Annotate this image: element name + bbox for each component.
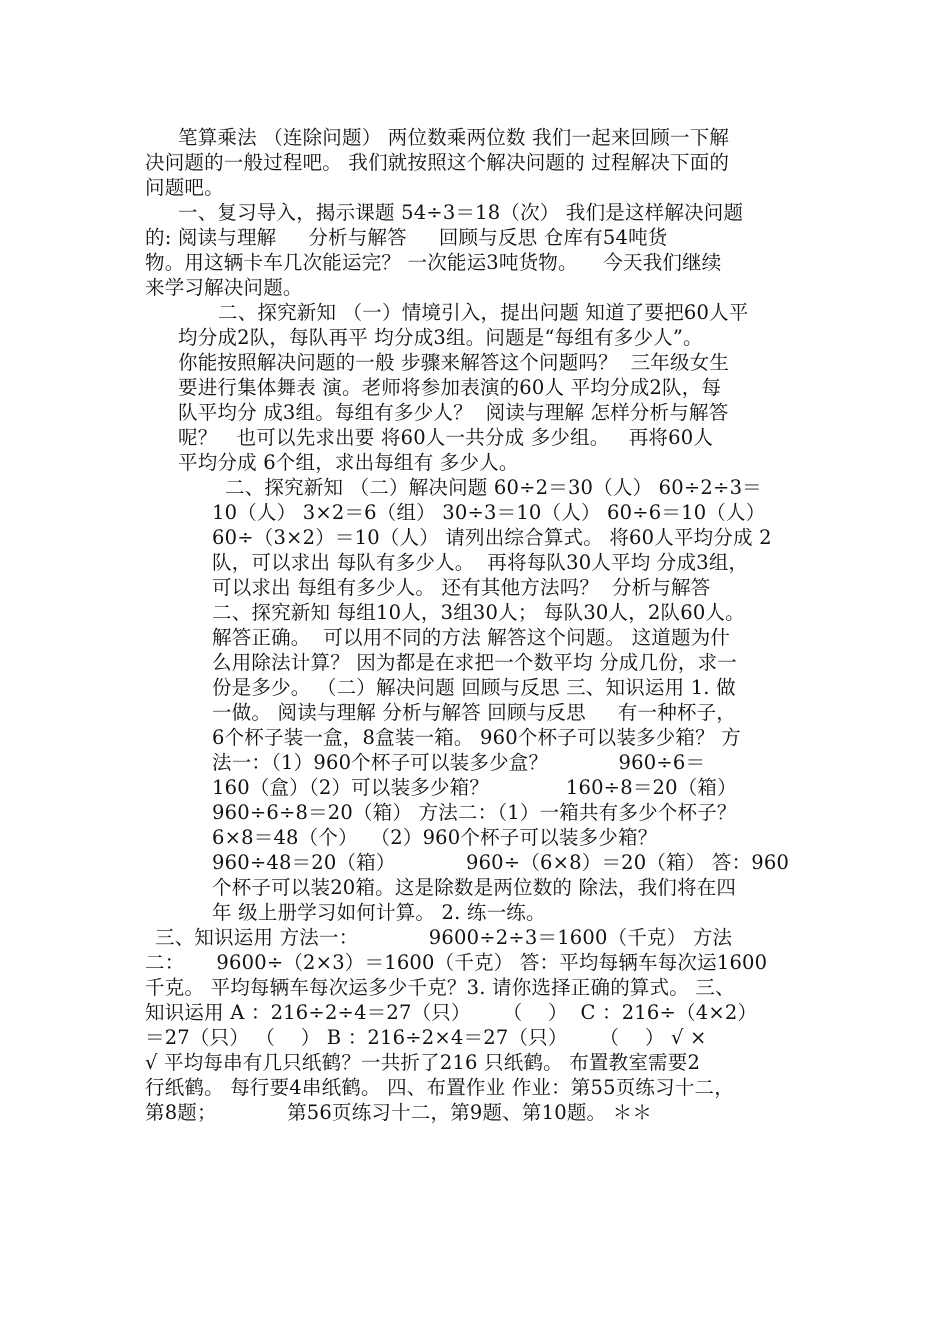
text-line: √ 平均每串有几只纸鹤？一共折了216 只纸鹤。 布置教室需要2: [145, 1051, 701, 1074]
text-line: 法一：（1）960个杯子可以装多少盒？ 960÷6＝: [212, 751, 706, 774]
text-line: 呢？ 也可以先求出要 将60人一共分成 多少组。 再将60人: [178, 426, 714, 449]
text-line: 可以求出 每组有多少人。 还有其他方法吗？ 分析与解答: [212, 576, 711, 599]
text-line: 么用除法计算？ 因为都是在求把一个数平均 分成几份，求一: [212, 651, 737, 674]
text-line: 10（人） 3×2＝6（组） 30÷3＝10（人） 60÷6＝10（人）: [212, 501, 766, 524]
text-line: 队，可以求出 每队有多少人。 再将每队30人平均 分成3组，: [212, 551, 749, 574]
text-line: 解答正确。 可以用不同的方法 解答这个问题。 这道题为什: [212, 626, 731, 649]
text-line: 来学习解决问题。: [145, 276, 303, 299]
text-line: 问题吧。: [145, 176, 224, 199]
text-line: 一、复习导入，揭示课题 54÷3＝18（次） 我们是这样解决问题: [178, 201, 744, 224]
text-line: 均分成2队，每队再平 均分成3组。问题是“每组有多少人”。: [178, 326, 703, 349]
text-line: 960÷6÷8＝20（箱） 方法二：（1）一箱共有多少个杯子？: [212, 801, 737, 824]
text-line: 决问题的一般过程吧。 我们就按照这个解决问题的 过程解决下面的: [145, 151, 730, 174]
text-line: 960÷48＝20（箱） 960÷（6×8）＝20（箱） 答：960: [212, 851, 790, 874]
text-line: 千克。 平均每辆车每次运多少千克？3. 请你选择正确的算式。 三、: [145, 976, 735, 999]
text-line: 二、探究新知 （一）情境引入，提出问题 知道了要把60人平: [218, 301, 749, 324]
text-line: 物。用这辆卡车几次能运完？ 一次能运3吨货物。 今天我们继续: [145, 251, 722, 274]
text-line: 二、探究新知 （二）解决问题 60÷2＝30（人） 60÷2÷3＝: [225, 476, 762, 499]
text-line: 要进行集体舞表 演。老师将参加表演的60人 平均分成2队，每: [178, 376, 722, 399]
text-line: 你能按照解决问题的一般 步骤来解答这个问题吗？ 三年级女生: [178, 351, 730, 374]
text-line: 一做。 阅读与理解 分析与解答 回顾与反思 有一种杯子，: [212, 701, 736, 724]
text-line: 个杯子可以装20箱。这是除数是两位数的 除法，我们将在四: [212, 876, 737, 899]
text-line: 第8题； 第56页练习十二，第9题、第10题。 ＊＊: [145, 1101, 653, 1124]
text-line: 160（盒）（2）可以装多少箱？ 160÷8＝20（箱）: [212, 776, 737, 799]
text-line: 三、知识运用 方法一： 9600÷2÷3＝1600（千克） 方法: [155, 926, 733, 949]
text-line: 年 级上册学习如何计算。 2. 练一练。: [212, 901, 546, 924]
text-line: 6个杯子装一盒，8盒装一箱。 960个杯子可以装多少箱？ 方: [212, 726, 741, 749]
text-line: 平均分成 6个组，求出每组有 多少人。: [178, 451, 519, 474]
text-line: 60÷（3×2）＝10（人） 请列出综合算式。 将60人平均分成 2: [212, 526, 772, 549]
text-line: 行纸鹤。 每行要4串纸鹤。 四、布置作业 作业：第55页练习十二，: [145, 1076, 734, 1099]
text-line: 二、探究新知 每组10人，3组30人； 每队30人，2队60人。: [212, 601, 745, 624]
text-line: 笔算乘法 （连除问题） 两位数乘两位数 我们一起来回顾一下解: [178, 126, 730, 149]
text-line: 的: 阅读与理解 分析与解答 回顾与反思 仓库有54吨货: [145, 226, 668, 249]
text-line: ＝27（只） （ ） B ：216÷2×4＝27（只） （ ） √ ×: [145, 1026, 707, 1049]
text-line: 知识运用 A ：216÷2÷4＝27（只） （ ） C ：216÷（4×2）: [145, 1001, 758, 1024]
text-line: 队平均分 成3组。每组有多少人？ 阅读与理解 怎样分析与解答: [178, 401, 729, 424]
text-line: 份是多少。 （二）解决问题 回顾与反思 三、知识运用 1. 做: [212, 676, 736, 699]
text-line: 二： 9600÷（2×3）＝1600（千克） 答：平均每辆车每次运1600: [145, 951, 768, 974]
text-line: 6×8＝48（个） （2）960个杯子可以装多少箱？: [212, 826, 658, 849]
